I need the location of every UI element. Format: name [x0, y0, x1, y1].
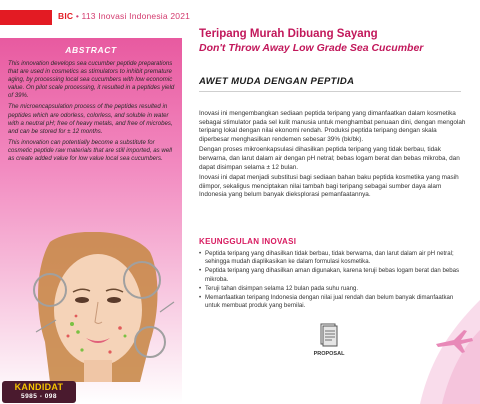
section-subtitle: AWET MUDA DENGAN PEPTIDA — [199, 76, 355, 87]
candidate-badge — [2, 381, 76, 403]
advantage-item: • Memanfaatkan teripang Indonesia dengan nilai jual rendah dan belum banyak dimanfaatkan untuk membuat produk yang bernilai. — [199, 294, 467, 310]
airplane-icon — [434, 328, 474, 354]
abstract-paragraph-2: The microencapsulation process of the peptides resulted in peptides which are odorless, colorless, and soluble in water with a neutral pH; free of heavy metals, and free of microbes, and can be stored for ± 12 months. — [8, 103, 173, 135]
proposal-label[interactable]: PROPOSAL — [313, 351, 345, 357]
candidate-label: KANDIDAT — [14, 382, 64, 392]
abstract-title: ABSTRACT — [65, 45, 117, 55]
header-code: BIC — [58, 11, 74, 21]
body-paragraph-1: Inovasi ini mengembangkan sediaan peptida teripang yang dimanfaatkan dalam kosmetika sebagai stimulator pada sel kulit manusia untuk menghambat penuaan dini, dengan mengolah teripang lokal dengan nilai ekonomi rendah. Produksi peptida teripang dengan skala diperbesar menghasilkan rendemen sebesar 39% (bk/bk). — [199, 110, 466, 143]
advantages-title: KEUNGGULAN INOVASI — [199, 237, 297, 246]
abstract-paragraph-3: This innovation can potentially become a substitute for cosmetic peptide raw materials that are still imported, as well as create added value for low value local sea cucumbers. — [8, 138, 172, 163]
body-text — [199, 110, 467, 202]
document-icon[interactable] — [320, 323, 338, 347]
header-rest: • 113 Inovasi Indonesia 2021 — [75, 11, 191, 21]
subtitle-divider — [199, 91, 461, 92]
body-paragraph-2: Dengan proses mikroenkapsulasi dihasilkan peptida teripang yang tidak berbau, tidak berwarna, dan larut dalam air dengan pH netral; bebas logam berat dan bebas mikroba, dan dapat disimpan selama ± 12 bulan. — [199, 146, 460, 171]
title-indonesian: Teripang Murah Dibuang Sayang — [199, 28, 378, 40]
advantage-item: • Peptida teripang yang dihasilkan aman digunakan, karena teruji bebas logam berat dan bebas mikroba. — [199, 267, 467, 283]
abstract-body — [8, 60, 178, 166]
page-header — [58, 11, 190, 21]
title-english: Don't Throw Away Low Grade Sea Cucumber — [199, 42, 424, 54]
abstract-paragraph-1: This innovation develops sea cucumber peptide preparations that are used in cosmetics as stimulators to inhibit premature aging, by processing local sea cucumbers with low economic value. On pilot scale processing, it resulted in a peptides yield of 39%. — [8, 60, 175, 100]
header-flag — [0, 10, 52, 25]
advantage-item: • Teruji tahan disimpan selama 12 bulan pada suhu ruang. — [199, 285, 467, 293]
candidate-code: 5985 - 098 — [20, 393, 58, 400]
body-paragraph-3: Inovasi ini dapat menjadi substitusi bagi sediaan bahan baku peptida kosmetika yang masih diimpor, sekaligus menciptakan nilai tambah bagi teripang sebagai sumber daya alam Indonesia yang belum banyak dieksplorasi pemanfaatannya. — [199, 174, 459, 199]
face-illustration — [10, 232, 180, 382]
advantage-item: • Peptida teripang yang dihasilkan tidak berbau, tidak berwarna, dan larut dalam air pH netral; sehingga mudah diaplikasikan ke dalam formulasi kosmetika. — [199, 250, 467, 266]
